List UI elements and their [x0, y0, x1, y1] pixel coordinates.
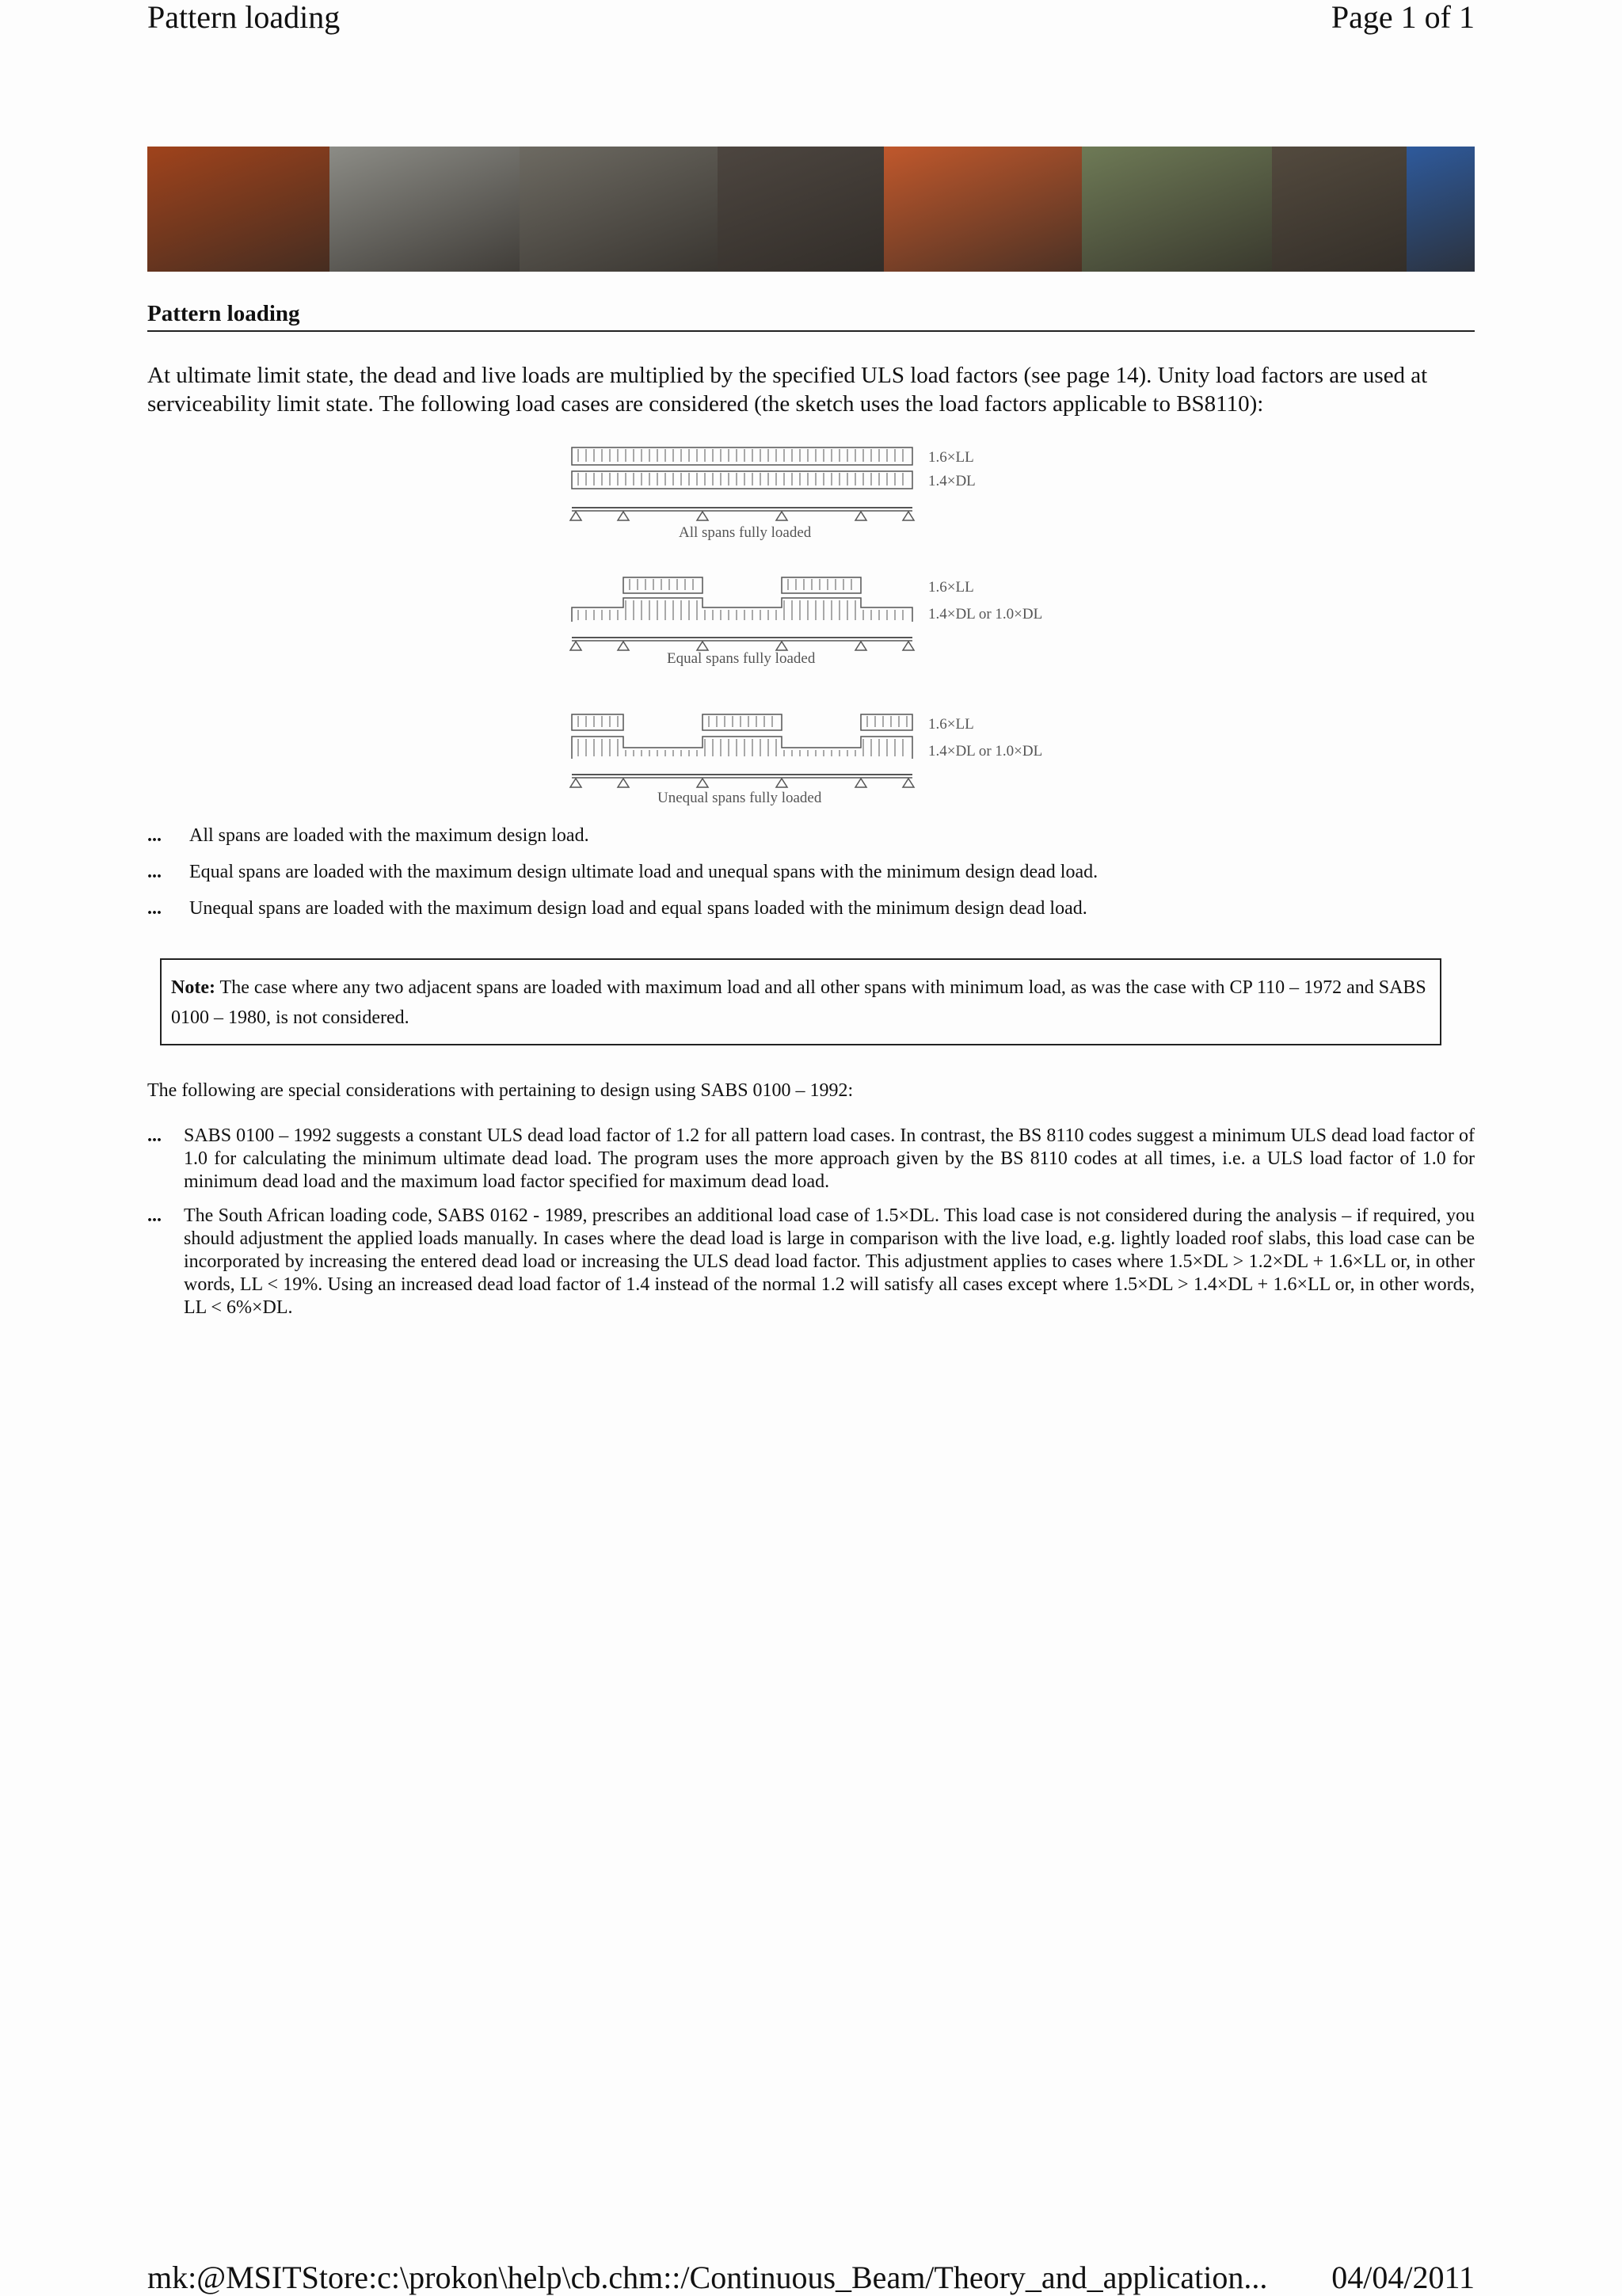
building-frame-photo [147, 147, 329, 272]
case3-caption: Unequal spans fully loaded [657, 790, 822, 806]
special-considerations-list [147, 1125, 1475, 1331]
case3-dl-label: 1.4×DL or 1.0×DL [928, 743, 1043, 760]
support-icon [776, 512, 787, 520]
special-considerations-intro: The following are special considerations with pertaining to design using SABS 0100 – 1992: [147, 1080, 854, 1101]
footer-date: 04/04/2011 [1331, 2260, 1475, 2295]
bullet-mark: ... [147, 1205, 162, 1226]
load-case-list [147, 824, 1475, 933]
list-item-text: Equal spans are loaded with the maximum design ultimate load and unequal spans with the minimum design dead load. [189, 862, 1098, 882]
support-icon [697, 779, 708, 787]
bullet-mark: ... [147, 1125, 162, 1146]
list-item-text: Unequal spans are loaded with the maximum design load and equal spans loaded with the minimum design dead load. [189, 898, 1087, 919]
glass-roof-photo [329, 147, 520, 272]
support-icon [697, 512, 708, 520]
list-item-text: SABS 0100 – 1992 suggests a constant ULS dead load factor of 1.2 for all pattern load cases. In contrast, the BS 8110 codes suggest a minimum ULS dead load factor of 1.0 for calculating the minimum ultimate dead load. The program uses the more approach given by the BS 8110 codes at all times, i.e. a ULS load factor of 1.0 for minimum dead load and the maximum load factor specified for maximum dead load. [184, 1125, 1475, 1192]
list-item [147, 824, 1475, 847]
support-icon [570, 642, 581, 650]
live-load-block [572, 447, 912, 465]
support-icon [855, 642, 866, 650]
bullet-mark: ... [147, 898, 162, 919]
warehouse-photo [718, 147, 884, 272]
support-icon [618, 512, 629, 520]
note-text: The case where any two adjacent spans are loaded with maximum load and all other spans with minimum load, as was the case with CP 110 – 1972 and SABS 0100 – 1980, is not considered. [171, 977, 1426, 1028]
valley-photo [520, 147, 718, 272]
pattern-loading-sketch [564, 440, 1071, 812]
banner-image [147, 147, 1475, 272]
support-icon [618, 642, 629, 650]
live-load-block [782, 577, 861, 593]
tower-photo [1407, 147, 1475, 272]
case2-ll-label: 1.6×LL [928, 579, 974, 596]
support-icon [570, 512, 581, 520]
live-load-block [623, 577, 702, 593]
support-icon [570, 779, 581, 787]
footer-url: mk:@MSITStore:c:\prokon\help\cb.chm::/Continuous_Beam/Theory_and_application... [147, 2260, 1268, 2295]
case1-ll-label: 1.6×LL [928, 449, 974, 466]
list-item [147, 1205, 1475, 1319]
support-icon [776, 642, 787, 650]
dam-photo [1272, 147, 1407, 272]
note-box [160, 958, 1441, 1045]
case1-dl-label: 1.4×DL [928, 473, 976, 489]
list-item [147, 897, 1475, 920]
bullet-mark: ... [147, 862, 162, 882]
bullet-mark: ... [147, 825, 162, 846]
support-icon [855, 512, 866, 520]
support-icon [903, 512, 914, 520]
list-item-text: The South African loading code, SABS 0162 - 1989, prescribes an additional load case of 1.5×DL. This load case is not considered during the analysis – if required, you should adjustment the applied loads manually. In cases where the dead load is large in comparison with the live load, e.g. lightly loaded roof slabs, this load case can be incorporated by increasing the entered dead load or increasing the ULS dead load factor. This adjustment applies to cases where 1.5×DL > 1.2×DL + 1.6×LL or, in other words, LL < 19%. Using an increased dead load factor of 1.4 instead of the normal 1.2 will satisfy all cases except where 1.5×DL > 1.4×DL + 1.6×LL or, in other words, LL < 6%×DL. [184, 1205, 1475, 1318]
header-title: Pattern loading [147, 0, 341, 35]
list-item [147, 860, 1475, 884]
support-icon [776, 779, 787, 787]
list-item [147, 1125, 1475, 1194]
crane-sunset-photo [884, 147, 1082, 272]
live-load-block [861, 714, 912, 730]
support-icon [618, 779, 629, 787]
case3-ll-label: 1.6×LL [928, 716, 974, 733]
dead-load-outline [572, 598, 912, 622]
support-icon [697, 642, 708, 650]
section-title: Pattern loading [147, 301, 1475, 332]
list-item-text: All spans are loaded with the maximum design load. [189, 825, 589, 846]
live-load-block [572, 714, 623, 730]
dead-load-block [572, 471, 912, 489]
case1-caption: All spans fully loaded [679, 524, 812, 541]
support-icon [903, 779, 914, 787]
support-icon [903, 642, 914, 650]
note-label: Note: [171, 977, 215, 998]
case2-caption: Equal spans fully loaded [667, 650, 816, 667]
support-icon [855, 779, 866, 787]
intro-paragraph: At ultimate limit state, the dead and live loads are multiplied by the specified ULS load factors (see page 14). Unity load factors are used at serviceability limit state. The following load cases are considered (the sketch uses the load factors applicable to BS8110): [147, 363, 1428, 417]
dead-load-outline [572, 737, 912, 759]
case2-dl-label: 1.4×DL or 1.0×DL [928, 606, 1043, 623]
page-number: Page 1 of 1 [1331, 0, 1475, 35]
bridge-photo [1082, 147, 1272, 272]
live-load-block [702, 714, 782, 730]
